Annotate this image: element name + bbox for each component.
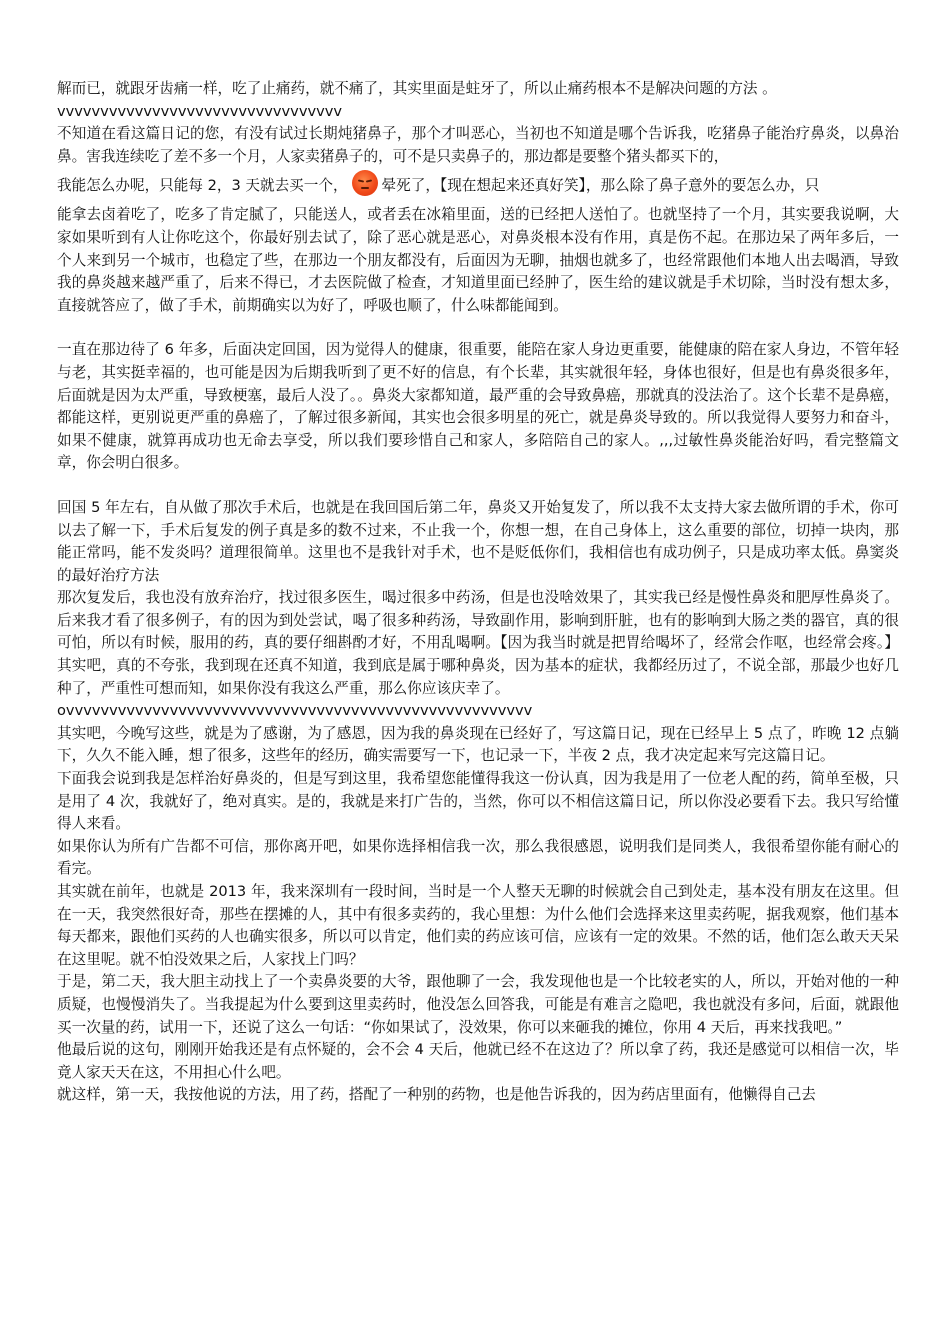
paragraph-0: 解而已，就跟牙齿痛一样，吃了止痛药，就不痛了，其实里面是蛀牙了，所以止痛药根本不是解决问题的方法 。 (57, 80, 777, 97)
paragraph-8: 其实就在前年，也就是 2013 年，我来深圳有一段时间，当时是一个人整天无聊的时候就会自己到处走，基本没有朋友在这里。但在一天，我突然很好奇，那些在摆摊的人，其中有很多卖药的，我心里想：为什么他们会选择来这里卖药呢，据我观察，他们基本每天都来，跟他们买药的人也确实很多，所以可以肯定，他们卖的药应该可信，应该有一定的效果。不然的话，他们怎么敢天天呆在这里呢。就不怕没效果之后，人家找上门吗？ (57, 883, 899, 968)
paragraph-9: 于是，第二天，我大胆主动找上了一个卖鼻炎要的大爷，跟他聊了一会，我发现他也是一个比较老实的人，所以，开始对他的一种质疑，也慢慢消失了。当我提起为什么要到这里卖药时，他没怎么回答我，可能是有难言之隐吧，我也就没有多问，后面，就跟他买一次量的药，试用一下，还说了这么一句话：“你如果试了，没效果，你可以来砸我的摊位，你用 4 天后，再来找我吧。” (57, 973, 899, 1036)
paragraph-11: 就这样，第一天，我按他说的方法，用了药，搭配了一种别的药物，也是他告诉我的，因为药店里面有，他懒得自己去 (57, 1086, 816, 1104)
paragraph-6: 下面我会说到我是怎样治好鼻炎的，但是写到这里，我希望您能懂得我这一份认真，因为我是用了一位老人配的药，简单至极，只是用了 4 次，我就好了，绝对真实。是的，我就是来打广告的，当然，你可以不相信这篇日记，所以你没必要看下去。我只写给懂得人来看。 (57, 770, 899, 833)
paragraph-1c: 能拿去卤着吃了，吃多了肯定腻了，只能送人，或者丢在冰箱里面，送的已经把人送怕了。也就坚持了一个月，其实要我说啊，大家如果听到有人让你吃这个，你最好别去试了，除了恶心就是恶心，对鼻炎根本没有作用，真是伤不起。在那边呆了两年多后，一个人来到另一个城市，也稳定了些，在那边一个朋友都没有，后面因为无聊，抽烟也就多了，也经常跟他们本地人出去喝酒，导致我的鼻炎越来越严重了，后来不得已，才去医院做了检查，才知道里面已经肿了，医生给的建议就是手术切除，当时没有想太多，直接就答应了，做了手术，前期确实以为好了，呼吸也顺了，什么味都能闻到。 (57, 206, 899, 314)
separator-line-2: ovvvvvvvvvvvvvvvvvvvvvvvvvvvvvvvvvvvvvvvvvvvvvvvvvvvvvv (57, 702, 533, 720)
document-page (57, 78, 899, 1324)
paragraph-1b-before: 我能怎么办呢，只能每 2，3 天就去买一个， (57, 177, 348, 195)
paragraph-1a: 不知道在看这篇日记的您，有没有试过长期炖猪鼻子，那个才叫恶心，当初也不知道是哪个告诉我，吃猪鼻子能治疗鼻炎，以鼻治鼻。害我连续吃了差不多一个月，人家卖猪鼻子的，可不是只卖鼻子的，那边都是要整个猪头都买下的， (57, 125, 899, 165)
paragraph-7: 如果你认为所有广告都不可信，那你离开吧，如果你选择相信我一次，那么我很感恩，说明我们是同类人，我很希望你能有耐心的看完。 (57, 837, 899, 878)
paragraph-2: 一直在那边待了 6 年多，后面决定回国，因为觉得人的健康，很重要，能陪在家人身边更重要，能健康的陪在家人身边，不管年轻与老，其实挺幸福的，也可能是因为后期我听到了更不好的信息，有个长辈，其实就很年轻，身体也很好，但是也有鼻炎很多年，后面就是因为太严重，导致梗塞，最后人没了。。鼻炎大家都知道，最严重的会导致鼻癌，那就真的没法治了。这个长辈不是鼻癌，都能这样，更别说更严重的鼻癌了，了解过很多新闻，其实也会很多明星的死亡，就是鼻炎导致的。所以我觉得人要努力和奋斗，如果不健康，就算再成功也无命去享受，所以我们要珍惜自己和家人，多陪陪自己的家人。,,,过敏性鼻炎能治好吗，看完整篇文章，你会明白很多。 (57, 341, 899, 472)
paragraph-1b (57, 168, 899, 204)
paragraph-4: 那次复发后，我也没有放弃治疗，找过很多医生，喝过很多中药汤，但是也没啥效果了，其实我已经是慢性鼻炎和肥厚性鼻炎了。后来我才看了很多例子，有的因为到处尝试，喝了很多种药汤，导致副作用，影响到肝脏，也有的影响到大肠之类的器官，真的很可怕，所以有时候，服用的药，真的要仔细斟酌才好，不用乱喝啊。【因为我当时就是把胃给喝坏了，经常会作呕，也经常会疼。】其实吧，真的不夸张，我到现在还真不知道，我到底是属于哪种鼻炎，因为基本的症状，我都经历过了，不说全部，那最少也好几种了，严重性可想而知，如果你没有我这么严重，那么你应该庆幸了。 (57, 589, 899, 697)
paragraph-10: 他最后说的这句，刚刚开始我还是有点怀疑的，会不会 4 天后，他就已经不在这边了？所以拿了药，我还是感觉可以相信一次，毕竟人家天天在这，不用担心什么吧。 (57, 1041, 899, 1081)
pouting-face-emoji-icon (352, 170, 378, 196)
paragraph-3: 回国 5 年左右，自从做了那次手术后，也就是在我回国后第二年，鼻炎又开始复发了，所以我不太支持大家去做所谓的手术，你可以去了解一下，手术后复发的例子真是多的数不过来，不止我一个，你想一想，在自己身体上，这么重要的部位，切掉一块肉，那能正常吗，能不发炎吗？道理很简单。这里也不是我针对手术，也不是贬低你们，我相信也有成功例子，只是成功率太低。鼻窦炎的最好治疗方法 (57, 498, 899, 584)
paragraph-5: 其实吧，今晚写这些，就是为了感谢，为了感恩，因为我的鼻炎现在已经好了，写这篇日记，现在已经早上 5 点了，昨晚 12 点躺下，久久不能入睡，想了很多，这些年的经历，确实需要写一下，也记录一下，半夜 2 点，我才决定起来写完这篇日记。 (57, 724, 899, 765)
paragraph-1b-after: 晕死了，【现在想起来还真好笑】，那么除了鼻子意外的要怎么办，只 (381, 177, 820, 195)
separator-line-1: vvvvvvvvvvvvvvvvvvvvvvvvvvvvvvvvv (57, 102, 343, 120)
